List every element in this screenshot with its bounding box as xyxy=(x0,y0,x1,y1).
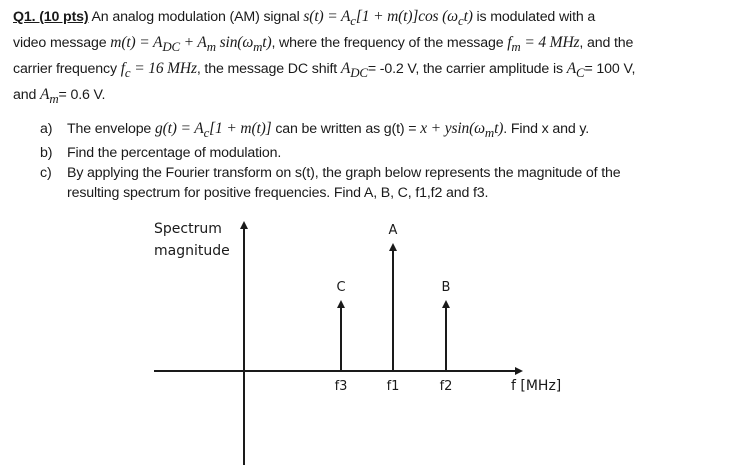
part-b-marker: b) xyxy=(40,145,53,162)
part-a-marker: a) xyxy=(40,121,53,137)
tick-label-f2: f2 xyxy=(439,379,453,394)
question-line-4: and $A_m= 0.6$ V. xyxy=(13,86,106,107)
x-axis-label: f [MHz] xyxy=(511,378,562,394)
peak-label-C: C xyxy=(336,280,346,296)
peak-label-B: B xyxy=(441,280,451,296)
spectrum-marks xyxy=(335,223,453,394)
question-line-1: Q1. (10 pts) An analog modulation (AM) signal $s(t) = A_c[1 + m(t)]\cos$ $(\omega_ct)$ is modulated with a xyxy=(13,8,596,29)
question-label: Q1. (10 pts) xyxy=(13,9,89,25)
tick-label-f3: f3 xyxy=(334,379,348,394)
part-c-marker: c) xyxy=(40,165,52,182)
tick-label-f1: f1 xyxy=(386,379,400,394)
part-b: b) Find the percentage of modulation. xyxy=(40,145,282,162)
y-axis-label-line-1: Spectrum xyxy=(154,221,222,237)
question-line-3: carrier frequency $f_c = 16$ MHz, the message DC shift $A_{DC}= -0.2$ V, the carrier amplitude is $A_C= 100$ V, xyxy=(13,60,636,81)
part-c: c) By applying the Fourier transform on s(t), the graph below represents the magnitude of the resulting spectrum for positive frequencies. Find A, B, C, f1,f2 and f3. xyxy=(40,165,621,202)
question-line-2: video message $m(t) = A_{DC} + A_m$ $\sin(\omega_mt)$, where the frequency of the message $f_m = 4$ MHz, and the xyxy=(13,34,634,55)
y-axis-label-line-2: magnitude xyxy=(154,243,230,259)
peak-label-A: A xyxy=(388,223,398,238)
part-a: a) The envelope $g(t) = A_c[1 + m(t)]$ can be written as $g(t) = x + ysin(\omega_mt)$. Find x and y. xyxy=(40,120,590,141)
